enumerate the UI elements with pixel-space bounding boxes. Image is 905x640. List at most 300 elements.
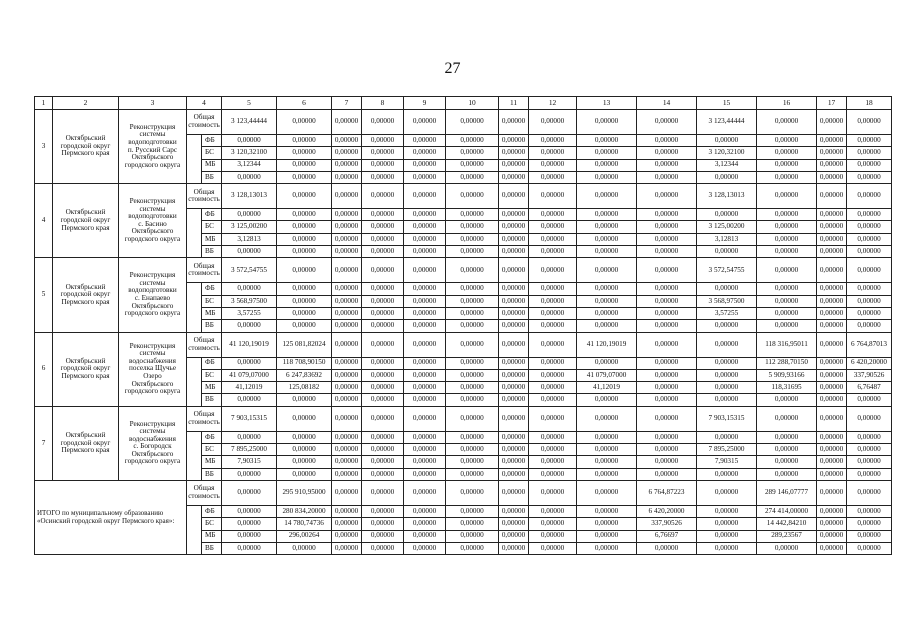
value-cell: 0,00000 — [499, 320, 529, 332]
value-cell: 0,00000 — [757, 159, 817, 171]
value-cell: 0,00000 — [446, 332, 499, 357]
value-cell: 0,00000 — [332, 518, 362, 530]
value-cell: 0,00000 — [446, 406, 499, 431]
value-cell: 0,00000 — [404, 110, 446, 135]
value-cell: 0,00000 — [222, 209, 277, 221]
value-cell: 0,00000 — [332, 394, 362, 406]
value-cell: 0,00000 — [577, 135, 637, 147]
value-cell: 0,00000 — [757, 307, 817, 319]
value-cell: 7 903,15315 — [222, 406, 277, 431]
value-cell: 0,00000 — [697, 171, 757, 183]
funding-source: МБ — [202, 530, 222, 542]
value-cell: 0,00000 — [362, 542, 404, 554]
value-cell: 0,00000 — [817, 295, 847, 307]
value-cell: 0,00000 — [577, 159, 637, 171]
value-cell: 0,00000 — [446, 233, 499, 245]
value-cell: 3 128,13013 — [222, 184, 277, 209]
value-cell: 0,00000 — [332, 431, 362, 443]
value-cell: 0,00000 — [529, 159, 577, 171]
value-cell: 0,00000 — [529, 406, 577, 431]
value-cell: 0,00000 — [637, 283, 697, 295]
value-cell: 0,00000 — [847, 468, 892, 480]
value-cell: 0,00000 — [529, 283, 577, 295]
value-cell: 0,00000 — [446, 258, 499, 283]
value-cell: 0,00000 — [577, 394, 637, 406]
value-cell: 0,00000 — [529, 110, 577, 135]
value-cell: 0,00000 — [277, 233, 332, 245]
incl-label — [187, 357, 202, 406]
incl-label — [187, 135, 202, 184]
value-cell: 3,57255 — [697, 307, 757, 319]
value-cell: 0,00000 — [817, 406, 847, 431]
value-cell: 0,00000 — [577, 530, 637, 542]
value-cell: 0,00000 — [404, 505, 446, 517]
value-cell: 0,00000 — [332, 233, 362, 245]
value-cell: 0,00000 — [404, 159, 446, 171]
value-cell: 0,00000 — [277, 171, 332, 183]
value-cell: 0,00000 — [499, 209, 529, 221]
value-cell: 0,00000 — [577, 444, 637, 456]
value-cell: 0,00000 — [404, 480, 446, 505]
value-cell: 0,00000 — [757, 468, 817, 480]
value-cell: 0,00000 — [847, 135, 892, 147]
value-cell: 0,00000 — [446, 394, 499, 406]
value-cell: 0,00000 — [847, 184, 892, 209]
funding-source: МБ — [202, 233, 222, 245]
value-cell: 0,00000 — [577, 468, 637, 480]
value-cell: 0,00000 — [404, 184, 446, 209]
value-cell: 0,00000 — [697, 505, 757, 517]
total-cost-label: Общая стоимость — [187, 332, 222, 357]
district-name: Октябрьский городской округ Пермского края — [53, 406, 119, 480]
value-cell: 0,00000 — [577, 518, 637, 530]
value-cell: 0,00000 — [817, 357, 847, 369]
value-cell: 0,00000 — [817, 505, 847, 517]
value-cell: 0,00000 — [499, 456, 529, 468]
incl-label — [187, 209, 202, 258]
incl-label — [187, 431, 202, 480]
value-cell: 0,00000 — [847, 542, 892, 554]
column-header: 8 — [362, 97, 404, 110]
value-cell: 0,00000 — [847, 110, 892, 135]
column-header: 7 — [332, 97, 362, 110]
value-cell: 6,76697 — [637, 530, 697, 542]
value-cell: 0,00000 — [637, 382, 697, 394]
value-cell: 0,00000 — [817, 332, 847, 357]
value-cell: 0,00000 — [817, 394, 847, 406]
value-cell: 0,00000 — [757, 406, 817, 431]
value-cell: 3 572,54755 — [222, 258, 277, 283]
value-cell: 0,00000 — [847, 456, 892, 468]
funding-source: ВБ — [202, 468, 222, 480]
value-cell: 0,00000 — [277, 258, 332, 283]
value-cell: 125 081,82024 — [277, 332, 332, 357]
value-cell: 0,00000 — [637, 320, 697, 332]
value-cell: 5 909,93166 — [757, 369, 817, 381]
project-name: Реконструкция системы водоподготовки с. Басино Октябрьского городского округа — [119, 184, 187, 258]
value-cell: 3 572,54755 — [697, 258, 757, 283]
value-cell: 337,90526 — [847, 369, 892, 381]
value-cell: 0,00000 — [446, 221, 499, 233]
value-cell: 0,00000 — [404, 258, 446, 283]
value-cell: 3 120,32100 — [222, 147, 277, 159]
value-cell: 0,00000 — [817, 221, 847, 233]
funding-source: БС — [202, 444, 222, 456]
value-cell: 118,31695 — [757, 382, 817, 394]
value-cell: 0,00000 — [637, 159, 697, 171]
value-cell: 0,00000 — [577, 184, 637, 209]
value-cell: 0,00000 — [757, 394, 817, 406]
value-cell: 0,00000 — [446, 320, 499, 332]
column-header: 3 — [119, 97, 187, 110]
value-cell: 0,00000 — [637, 147, 697, 159]
value-cell: 0,00000 — [817, 184, 847, 209]
value-cell: 6 764,87223 — [637, 480, 697, 505]
value-cell: 0,00000 — [817, 110, 847, 135]
value-cell: 0,00000 — [757, 258, 817, 283]
value-cell: 0,00000 — [277, 147, 332, 159]
value-cell: 0,00000 — [404, 444, 446, 456]
funding-source: БС — [202, 221, 222, 233]
value-cell: 0,00000 — [697, 518, 757, 530]
value-cell: 0,00000 — [757, 184, 817, 209]
value-cell: 0,00000 — [637, 444, 697, 456]
value-cell: 0,00000 — [499, 505, 529, 517]
value-cell: 0,00000 — [332, 406, 362, 431]
value-cell: 0,00000 — [332, 135, 362, 147]
value-cell: 3 123,44444 — [697, 110, 757, 135]
value-cell: 0,00000 — [577, 110, 637, 135]
value-cell: 0,00000 — [499, 518, 529, 530]
value-cell: 3,12344 — [222, 159, 277, 171]
value-cell: 0,00000 — [817, 246, 847, 258]
column-header: 17 — [817, 97, 847, 110]
value-cell: 14 442,84210 — [757, 518, 817, 530]
value-cell: 112 288,70150 — [757, 357, 817, 369]
value-cell: 0,00000 — [277, 135, 332, 147]
value-cell: 0,00000 — [817, 283, 847, 295]
value-cell: 0,00000 — [817, 320, 847, 332]
value-cell: 0,00000 — [577, 258, 637, 283]
value-cell: 0,00000 — [529, 246, 577, 258]
project-row — [35, 110, 892, 135]
row-number: 4 — [35, 184, 53, 258]
funding-source: ВБ — [202, 246, 222, 258]
value-cell: 0,00000 — [817, 209, 847, 221]
value-cell: 280 834,20000 — [277, 505, 332, 517]
value-cell: 0,00000 — [446, 159, 499, 171]
value-cell: 0,00000 — [446, 171, 499, 183]
value-cell: 0,00000 — [817, 480, 847, 505]
value-cell: 0,00000 — [222, 480, 277, 505]
grand-total-row — [35, 480, 892, 505]
value-cell: 3 128,13013 — [697, 184, 757, 209]
value-cell: 0,00000 — [529, 505, 577, 517]
value-cell: 0,00000 — [847, 147, 892, 159]
value-cell: 0,00000 — [362, 258, 404, 283]
value-cell: 0,00000 — [362, 135, 404, 147]
value-cell: 0,00000 — [362, 468, 404, 480]
value-cell: 0,00000 — [404, 246, 446, 258]
value-cell: 0,00000 — [404, 209, 446, 221]
value-cell: 0,00000 — [637, 209, 697, 221]
column-header: 13 — [577, 97, 637, 110]
value-cell: 7 895,25000 — [222, 444, 277, 456]
value-cell: 0,00000 — [697, 369, 757, 381]
value-cell: 0,00000 — [637, 233, 697, 245]
column-header: 4 — [187, 97, 222, 110]
value-cell: 0,00000 — [332, 221, 362, 233]
value-cell: 0,00000 — [362, 283, 404, 295]
value-cell: 0,00000 — [362, 444, 404, 456]
value-cell: 0,00000 — [577, 542, 637, 554]
value-cell: 0,00000 — [332, 159, 362, 171]
value-cell: 0,00000 — [637, 431, 697, 443]
value-cell: 0,00000 — [362, 221, 404, 233]
value-cell: 0,00000 — [577, 246, 637, 258]
value-cell: 0,00000 — [577, 320, 637, 332]
total-cost-label: Общая стоимость — [187, 406, 222, 431]
value-cell: 0,00000 — [529, 468, 577, 480]
value-cell: 0,00000 — [222, 394, 277, 406]
value-cell: 0,00000 — [697, 394, 757, 406]
value-cell: 0,00000 — [529, 233, 577, 245]
value-cell: 0,00000 — [697, 246, 757, 258]
district-name: Октябрьский городской округ Пермского края — [53, 184, 119, 258]
value-cell: 0,00000 — [499, 369, 529, 381]
value-cell: 0,00000 — [499, 468, 529, 480]
value-cell: 0,00000 — [446, 431, 499, 443]
value-cell: 0,00000 — [637, 258, 697, 283]
value-cell: 0,00000 — [277, 456, 332, 468]
value-cell: 0,00000 — [577, 295, 637, 307]
district-name: Октябрьский городской округ Пермского края — [53, 332, 119, 406]
value-cell: 0,00000 — [499, 307, 529, 319]
value-cell: 0,00000 — [362, 233, 404, 245]
value-cell: 0,00000 — [697, 382, 757, 394]
value-cell: 0,00000 — [362, 110, 404, 135]
page-number: 27 — [444, 60, 461, 77]
value-cell: 6 420,20000 — [847, 357, 892, 369]
value-cell: 0,00000 — [529, 209, 577, 221]
value-cell: 0,00000 — [847, 221, 892, 233]
value-cell: 0,00000 — [362, 246, 404, 258]
value-cell: 0,00000 — [697, 209, 757, 221]
value-cell: 0,00000 — [362, 394, 404, 406]
value-cell: 0,00000 — [847, 320, 892, 332]
value-cell: 0,00000 — [277, 406, 332, 431]
value-cell: 0,00000 — [529, 184, 577, 209]
value-cell: 296,00264 — [277, 530, 332, 542]
value-cell: 0,00000 — [697, 332, 757, 357]
column-header: 11 — [499, 97, 529, 110]
value-cell: 0,00000 — [446, 444, 499, 456]
value-cell: 0,00000 — [446, 530, 499, 542]
value-cell: 0,00000 — [362, 320, 404, 332]
value-cell: 0,00000 — [757, 456, 817, 468]
value-cell: 0,00000 — [817, 382, 847, 394]
value-cell: 0,00000 — [529, 295, 577, 307]
value-cell: 0,00000 — [332, 369, 362, 381]
funding-source: ФБ — [202, 505, 222, 517]
value-cell: 7,90315 — [222, 456, 277, 468]
value-cell: 0,00000 — [222, 431, 277, 443]
value-cell: 0,00000 — [847, 406, 892, 431]
total-cost-label: Общая стоимость — [187, 110, 222, 135]
value-cell: 337,90526 — [637, 518, 697, 530]
value-cell: 0,00000 — [577, 221, 637, 233]
value-cell: 0,00000 — [222, 246, 277, 258]
funding-source: ФБ — [202, 283, 222, 295]
value-cell: 0,00000 — [499, 258, 529, 283]
value-cell: 0,00000 — [362, 530, 404, 542]
value-cell: 0,00000 — [577, 505, 637, 517]
value-cell: 0,00000 — [529, 332, 577, 357]
value-cell: 0,00000 — [362, 518, 404, 530]
column-header: 2 — [53, 97, 119, 110]
value-cell: 0,00000 — [277, 431, 332, 443]
value-cell: 0,00000 — [277, 320, 332, 332]
value-cell: 0,00000 — [332, 382, 362, 394]
value-cell: 41 120,19019 — [222, 332, 277, 357]
value-cell: 3 568,97500 — [697, 295, 757, 307]
value-cell: 0,00000 — [697, 530, 757, 542]
value-cell: 0,00000 — [697, 357, 757, 369]
value-cell: 0,00000 — [577, 171, 637, 183]
value-cell: 0,00000 — [404, 307, 446, 319]
value-cell: 0,00000 — [499, 394, 529, 406]
value-cell: 0,00000 — [637, 357, 697, 369]
value-cell: 0,00000 — [277, 394, 332, 406]
project-name: Реконструкция системы водоснабжения поселка Щучье Озеро Октябрьского городского округа — [119, 332, 187, 406]
funding-source: БС — [202, 147, 222, 159]
value-cell: 0,00000 — [404, 233, 446, 245]
value-cell: 0,00000 — [577, 431, 637, 443]
value-cell: 0,00000 — [847, 246, 892, 258]
value-cell: 0,00000 — [277, 444, 332, 456]
value-cell: 0,00000 — [529, 394, 577, 406]
value-cell: 0,00000 — [362, 209, 404, 221]
value-cell: 0,00000 — [332, 307, 362, 319]
value-cell: 0,00000 — [499, 110, 529, 135]
value-cell: 0,00000 — [817, 456, 847, 468]
value-cell: 0,00000 — [637, 110, 697, 135]
value-cell: 0,00000 — [817, 444, 847, 456]
value-cell: 0,00000 — [446, 110, 499, 135]
value-cell: 0,00000 — [277, 542, 332, 554]
column-header: 5 — [222, 97, 277, 110]
value-cell: 295 910,95000 — [277, 480, 332, 505]
value-cell: 0,00000 — [499, 135, 529, 147]
value-cell: 0,00000 — [499, 542, 529, 554]
column-header: 9 — [404, 97, 446, 110]
value-cell: 0,00000 — [637, 406, 697, 431]
value-cell: 0,00000 — [404, 394, 446, 406]
value-cell: 0,00000 — [499, 233, 529, 245]
value-cell: 3 125,00200 — [697, 221, 757, 233]
value-cell: 0,00000 — [697, 480, 757, 505]
value-cell: 0,00000 — [446, 505, 499, 517]
value-cell: 7 903,15315 — [697, 406, 757, 431]
value-cell: 0,00000 — [332, 184, 362, 209]
district-name: Октябрьский городской округ Пермского края — [53, 258, 119, 332]
value-cell: 0,00000 — [404, 382, 446, 394]
value-cell: 0,00000 — [222, 518, 277, 530]
value-cell: 0,00000 — [817, 369, 847, 381]
value-cell: 0,00000 — [446, 307, 499, 319]
value-cell: 0,00000 — [404, 171, 446, 183]
column-header: 12 — [529, 97, 577, 110]
value-cell: 0,00000 — [847, 480, 892, 505]
value-cell: 0,00000 — [529, 431, 577, 443]
value-cell: 0,00000 — [404, 406, 446, 431]
value-cell: 0,00000 — [757, 147, 817, 159]
value-cell: 0,00000 — [529, 542, 577, 554]
value-cell: 0,00000 — [499, 246, 529, 258]
value-cell: 0,00000 — [529, 382, 577, 394]
value-cell: 0,00000 — [332, 283, 362, 295]
value-cell: 0,00000 — [757, 246, 817, 258]
value-cell: 0,00000 — [577, 307, 637, 319]
value-cell: 0,00000 — [499, 221, 529, 233]
value-cell: 0,00000 — [499, 295, 529, 307]
value-cell: 0,00000 — [847, 394, 892, 406]
value-cell: 0,00000 — [362, 159, 404, 171]
column-header: 15 — [697, 97, 757, 110]
value-cell: 7,90315 — [697, 456, 757, 468]
value-cell: 0,00000 — [332, 468, 362, 480]
value-cell: 6 420,20000 — [637, 505, 697, 517]
value-cell: 0,00000 — [847, 307, 892, 319]
funding-source: МБ — [202, 382, 222, 394]
value-cell: 0,00000 — [817, 530, 847, 542]
value-cell: 41,12019 — [222, 382, 277, 394]
value-cell: 0,00000 — [697, 135, 757, 147]
value-cell: 0,00000 — [362, 184, 404, 209]
column-header: 14 — [637, 97, 697, 110]
value-cell: 0,00000 — [404, 332, 446, 357]
value-cell: 0,00000 — [332, 295, 362, 307]
value-cell: 0,00000 — [529, 135, 577, 147]
value-cell: 0,00000 — [446, 357, 499, 369]
value-cell: 289 146,07777 — [757, 480, 817, 505]
value-cell: 0,00000 — [847, 444, 892, 456]
value-cell: 0,00000 — [332, 505, 362, 517]
funding-source: МБ — [202, 456, 222, 468]
value-cell: 289,23567 — [757, 530, 817, 542]
funding-source: ВБ — [202, 320, 222, 332]
value-cell: 0,00000 — [362, 295, 404, 307]
value-cell: 0,00000 — [499, 480, 529, 505]
project-row — [35, 184, 892, 209]
value-cell: 0,00000 — [847, 258, 892, 283]
funding-source: ФБ — [202, 357, 222, 369]
value-cell: 0,00000 — [332, 320, 362, 332]
column-header: 1 — [35, 97, 53, 110]
project-row — [35, 332, 892, 357]
total-cost-label: Общая стоимость — [187, 184, 222, 209]
value-cell: 0,00000 — [362, 456, 404, 468]
incl-label — [187, 283, 202, 332]
value-cell: 41 079,07000 — [222, 369, 277, 381]
value-cell: 0,00000 — [817, 159, 847, 171]
value-cell: 0,00000 — [362, 307, 404, 319]
value-cell: 0,00000 — [529, 480, 577, 505]
value-cell: 0,00000 — [577, 147, 637, 159]
row-number: 3 — [35, 110, 53, 184]
column-header: 6 — [277, 97, 332, 110]
value-cell: 0,00000 — [332, 258, 362, 283]
